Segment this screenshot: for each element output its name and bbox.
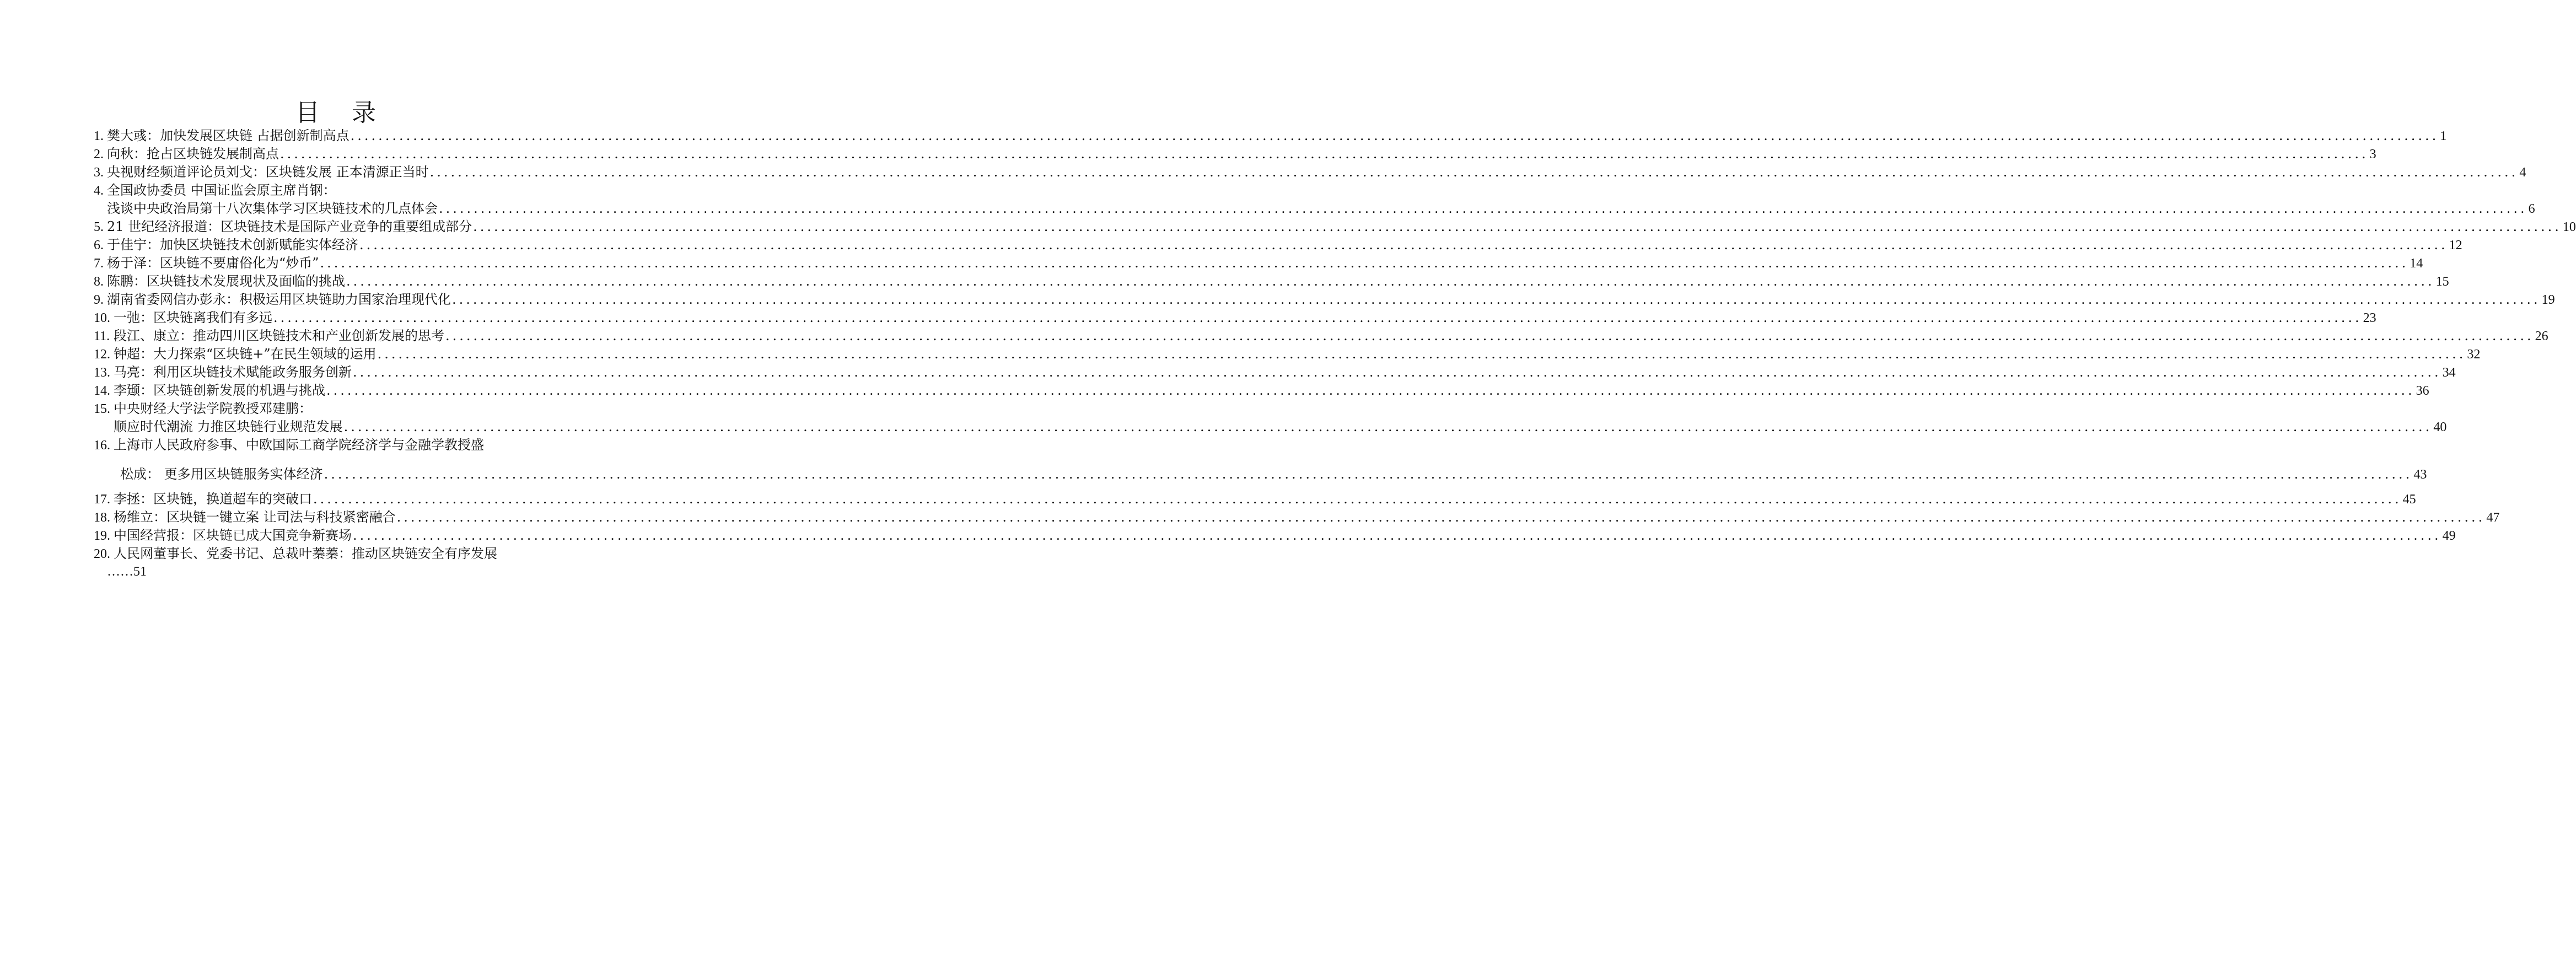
toc-entry-title: 湖南省委网信办彭永：积极运用区块链助力国家治理现代化: [107, 292, 451, 307]
dot-leader: ............................................................................................................................................................................................................................................................................................................: [429, 164, 2519, 180]
toc-entry[interactable]: [94, 527, 2456, 545]
toc-entry-page: 47: [2486, 511, 2500, 525]
toc-entry-title: 向秋：抢占区块链发展制高点: [107, 146, 279, 162]
toc-entry[interactable]: [94, 272, 2449, 291]
dot-leader: ............................................................................................................................................................................................................................................................................................................: [377, 346, 2466, 362]
toc-entry[interactable]: [94, 345, 2481, 363]
dot-leader: ............................................................................................................................................................................................................................................................................................................: [320, 255, 2409, 271]
toc-entry-number: 13.: [94, 366, 110, 380]
dot-leader: ............................................................................................................................................................................................................................................................................................................: [353, 364, 2441, 380]
dot-leader: ............................................................................................................................................................................................................................................................................................................: [439, 201, 2527, 216]
toc-entry[interactable]: [94, 181, 2535, 218]
toc-entry-page: 14: [2410, 256, 2423, 271]
toc-entry-page: 4: [2519, 165, 2526, 180]
toc-entry-page: 19: [2541, 293, 2555, 307]
toc-entry-title: 一弛：区块链离我们有多远: [114, 310, 272, 325]
toc-entry-page: 15: [2435, 275, 2449, 289]
toc-entry-number: 6.: [94, 238, 104, 253]
toc-entry-title: 李颋：区块链创新发展的机遇与挑战: [114, 383, 325, 398]
toc-entry-page: 43: [2413, 468, 2427, 482]
toc-entry-number: 11.: [94, 329, 110, 343]
dot-leader: ............................................................................................................................................................................................................................................................................................................: [396, 509, 2486, 525]
toc-entry-title: 钟超：大力探索“区块链+”在民生领域的运用: [114, 346, 377, 362]
toc-entry-number: 3.: [94, 165, 104, 180]
toc-entry-title: 李拯：区块链，换道超车的突破口: [114, 491, 312, 507]
toc-entry-title: 央视财经频道评论员刘戈：区块链发展 正本清源正当时: [107, 164, 429, 180]
page-title: 目 录: [295, 99, 388, 127]
toc-entry-number: 20.: [94, 547, 110, 561]
toc-entry-page: 6: [2528, 202, 2535, 216]
toc-entry-number: 14.: [94, 384, 110, 398]
toc-entry-title: 中央财经大学法学院教授邓建鹏：: [114, 401, 312, 416]
toc-entry-number: 18.: [94, 511, 110, 525]
toc-entry-title: 中国经营报：区块链已成大国竞争新赛场: [114, 528, 352, 543]
toc-entry-page: 45: [2402, 492, 2416, 507]
dot-leader: ............................................................................................................................................................................................................................................................................................................: [350, 128, 2439, 143]
toc-entry-number: 9.: [94, 293, 104, 307]
toc-entry[interactable]: [94, 163, 2526, 181]
dot-leader: ............................................................................................................................................................................................................................................................................................................: [326, 383, 2415, 398]
toc-entry-title: 于佳宁：加快区块链技术创新赋能实体经济: [107, 237, 358, 253]
toc-entry[interactable]: [94, 291, 2555, 309]
dot-leader: ............................................................................................................................................................................................................................................................................................................: [324, 466, 2413, 482]
toc-entry-title: 浅谈中央政治局第十八次集体学习区块链技术的几点体会: [107, 201, 438, 216]
toc-entry-page: 1: [2440, 129, 2447, 143]
toc-entry-number: 15.: [94, 402, 110, 416]
toc-entry[interactable]: [94, 363, 2456, 382]
toc-entry-title: 段江、康立：推动四川区块链技术和产业创新发展的思考: [114, 328, 444, 343]
toc-entry-page: 3: [2369, 147, 2376, 162]
dot-leader: ............................................................................................................................................................................................................................................................................................................: [359, 237, 2448, 253]
toc-entry-page: 36: [2416, 384, 2429, 398]
dot-leader: ............................................................................................................................................................................................................................................................................................................: [473, 219, 2562, 234]
dot-leader: ............................................................................................................................................................................................................................................................................................................: [346, 273, 2435, 289]
toc-entry-page: 26: [2535, 329, 2548, 343]
toc-entry[interactable]: [94, 400, 2447, 436]
dot-leader: ............................................................................................................................................................................................................................................................................................................: [452, 292, 2541, 307]
toc-entry-title: 人民网董事长、党委书记、总裁叶蓁蓁：推动区块链安全有序发展: [114, 546, 497, 561]
toc-entry-page: 49: [2442, 529, 2456, 543]
toc-entry-title: 樊大彧：加快发展区块链 占据创新制高点: [107, 128, 349, 143]
toc-entry-number: 2.: [94, 147, 104, 162]
toc-entry-number: 19.: [94, 529, 110, 543]
toc-entry[interactable]: [94, 254, 2423, 272]
toc-entry-number: 16.: [94, 438, 110, 453]
toc-entry-page: 40: [2433, 420, 2447, 434]
toc-entry[interactable]: [94, 545, 646, 581]
toc-entry-title: 杨于泽：区块链不要庸俗化为“炒币”: [107, 255, 319, 271]
toc-entry-title: 顺应时代潮流 力推区块链行业规范发展: [114, 419, 343, 434]
toc-entry[interactable]: [94, 327, 2548, 345]
toc-entry-page: 10: [2562, 220, 2576, 234]
toc-entry-page: 34: [2442, 366, 2456, 380]
dot-leader: ............................................................................................................................................................................................................................................................................................................: [343, 419, 2433, 434]
toc-entry-number: 12.: [94, 347, 110, 362]
dot-leader: ............................................................................................................................................................................................................................................................................................................: [353, 528, 2441, 543]
dot-leader: ............................................................................................................................................................................................................................................................................................................: [280, 146, 2369, 162]
toc-entry[interactable]: [94, 236, 2462, 254]
toc-entry-number: 17.: [94, 492, 110, 507]
toc-entry-title: 全国政协委员 中国证监会原主席肖钢：: [107, 182, 336, 198]
toc-entry[interactable]: [94, 145, 2376, 163]
toc-entry[interactable]: [94, 309, 2376, 327]
toc-entry-title: 松成： 更多用区块链服务实体经济: [120, 466, 323, 482]
toc-entry-title: 杨维立：区块链一键立案 让司法与科技紧密融合: [114, 509, 396, 525]
toc-entry-number: 5.: [94, 220, 104, 234]
toc-entry-number: 7.: [94, 256, 104, 271]
toc-entry-title: 上海市人民政府参事、中欧国际工商学院经济学与金融学教授盛: [114, 437, 484, 453]
table-of-contents: [94, 127, 2576, 581]
toc-entry[interactable]: [94, 436, 2427, 484]
toc-entry[interactable]: [94, 218, 2576, 236]
toc-entry-title: 马亮：利用区块链技术赋能政务服务创新: [114, 364, 352, 380]
toc-entry-page: 32: [2467, 347, 2481, 362]
toc-entry-page: 12: [2449, 238, 2462, 253]
dot-leader: ............................................................................................................................................................................................................................................................................................................: [445, 328, 2534, 343]
toc-entry-title: 21 世纪经济报道：区块链技术是国际产业竞争的重要组成部分: [107, 219, 472, 234]
toc-entry-number: 10.: [94, 311, 110, 325]
toc-entry-number: 8.: [94, 275, 104, 289]
toc-entry-number: 4.: [94, 184, 104, 198]
toc-entry[interactable]: [94, 382, 2429, 400]
toc-entry-page: 23: [2363, 311, 2376, 325]
toc-entry[interactable]: [94, 490, 2416, 508]
dot-leader: ............................................................................................................................................................................................................................................................................................................: [273, 310, 2362, 325]
toc-entry[interactable]: [94, 127, 2447, 145]
toc-entry-title: 陈鹏：区块链技术发展现状及面临的挑战: [107, 273, 345, 289]
toc-entry-page: ……51: [107, 565, 147, 579]
toc-entry-number: 1.: [94, 129, 104, 143]
dot-leader: ............................................................................................................................................................................................................................................................................................................: [313, 491, 2402, 507]
toc-entry[interactable]: [94, 508, 2500, 527]
